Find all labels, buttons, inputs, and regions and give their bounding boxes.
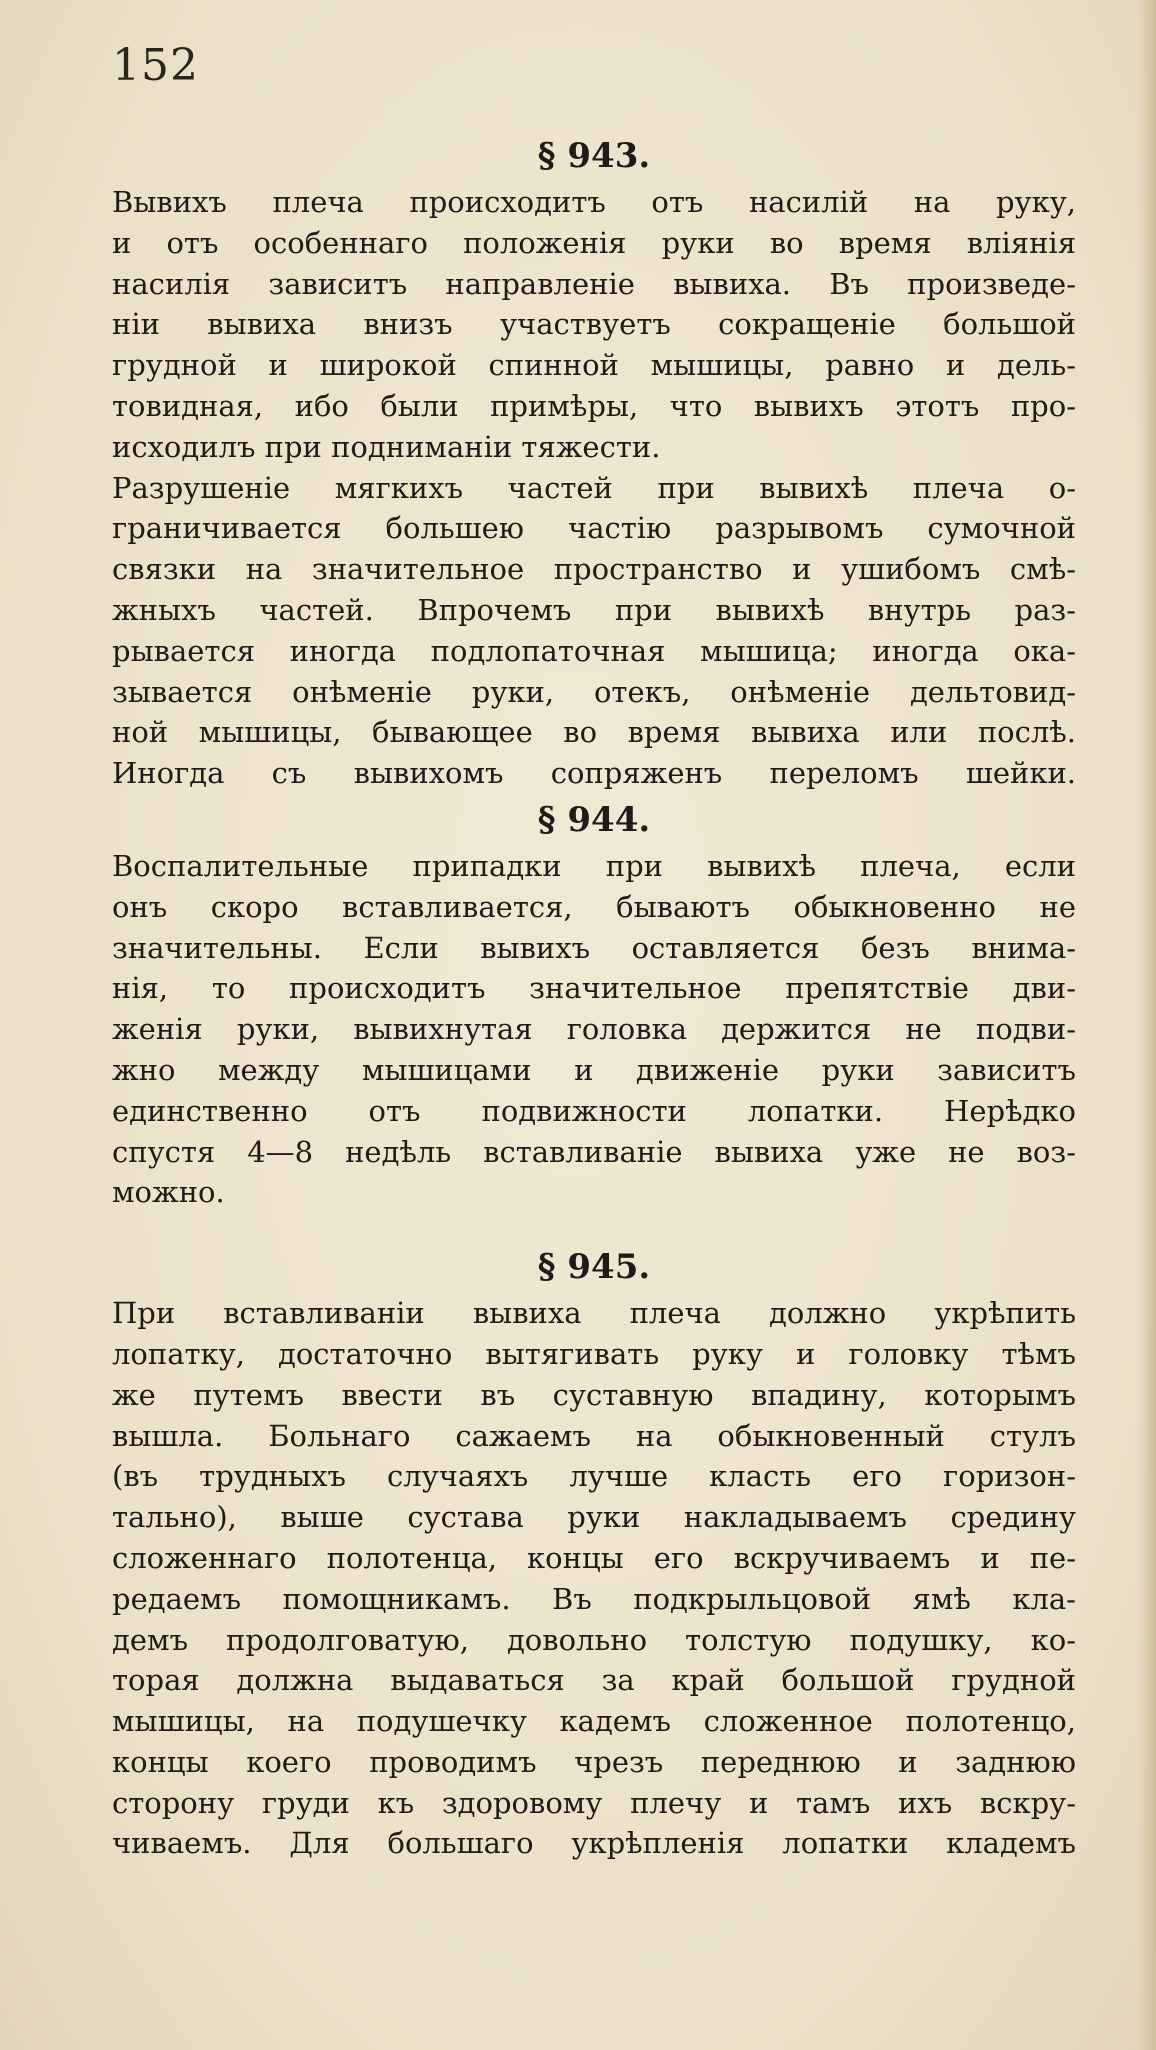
text-line: исходилъ при подниманіи тяжести.: [112, 429, 661, 464]
text-line: сложеннаго полотенца, концы его вскручиваемъ и пе-: [112, 1540, 1076, 1575]
section-heading: § 944.: [537, 799, 651, 840]
text-line: чиваемъ. Для большаго укрѣпленія лопатки кладемъ: [112, 1826, 1076, 1861]
text-line: онъ скоро вставливается, бываютъ обыкновенно не: [112, 889, 1076, 924]
text-line: связки на значительное пространство и ушибомъ смѣ-: [112, 552, 1076, 587]
text-line: грудной и широкой спинной мышицы, равно и дель-: [112, 348, 1076, 383]
page-edge-shadow: [1138, 0, 1156, 2050]
section-gap: [112, 1213, 1076, 1241]
text-line: жно между мышицами и движеніе руки зависитъ: [112, 1052, 1076, 1087]
text-line: ной мышицы, бывающее во время вывиха или послѣ.: [112, 715, 1076, 750]
text-line: демъ продолговатую, довольно толстую подушку, ко-: [112, 1622, 1076, 1657]
text-line: При вставливаніи вывиха плеча должно укрѣпить: [112, 1296, 1076, 1331]
text-line: концы коего проводимъ чрезъ переднюю и заднюю: [112, 1744, 1076, 1779]
text-line: можно.: [112, 1175, 225, 1210]
text-line: сторону груди къ здоровому плечу и тамъ ихъ вскру-: [112, 1785, 1076, 1820]
text-line: ніи вывиха внизъ участвуетъ сокращеніе большой: [112, 307, 1076, 342]
text-line: единственно отъ подвижности лопатки. Нерѣдко: [112, 1093, 1076, 1128]
text-line: же путемъ ввести въ суставную впадину, которымъ: [112, 1377, 1076, 1412]
text-line: Разрушеніе мягкихъ частей при вывихѣ плеча о-: [112, 470, 1076, 505]
text-line: рывается иногда подлопаточная мышица; иногда ока-: [112, 633, 1076, 668]
text-line: Вывихъ плеча происходитъ отъ насилій на руку,: [112, 185, 1076, 219]
section-heading: § 943.: [537, 136, 651, 176]
text-line: лопатку, достаточно вытягивать руку и головку тѣмъ: [112, 1336, 1076, 1371]
page-number: 152: [112, 40, 199, 91]
paragraph: [112, 1293, 1076, 1864]
paragraph: [112, 182, 1076, 468]
text-line: редаемъ помощникамъ. Въ подкрыльцовой ямѣ кла-: [112, 1581, 1076, 1616]
text-line: граничивается большею частію разрывомъ сумочной: [112, 511, 1076, 546]
text-line: Воспалительные припадки при вывихѣ плеча, если: [112, 848, 1076, 883]
text-line: зывается онѣменіе руки, отекъ, онѣменіе дельтовид-: [112, 674, 1076, 709]
paragraph: [112, 846, 1076, 1213]
text-line: (въ трудныхъ случаяхъ лучше класть его горизон-: [112, 1459, 1076, 1494]
text-line: торая должна выдаваться за край большой грудной: [112, 1663, 1076, 1698]
text-line: нія, то происходитъ значительное препятствіе дви-: [112, 971, 1076, 1006]
text-line: значительны. Если вывихъ оставляется безъ внима-: [112, 930, 1076, 965]
text-line: Иногда съ вывихомъ сопряженъ переломъ шейки.: [112, 756, 1076, 791]
text-line: насилія зависитъ направленіе вывиха. Въ произведе-: [112, 266, 1076, 301]
text-line: жныхъ частей. Впрочемъ при вывихѣ внутрь раз-: [112, 592, 1076, 627]
text-line: тально), выше сустава руки накладываемъ средину: [112, 1500, 1076, 1535]
text-line: мышицы, на подушечку кадемъ сложенное полотенцо,: [112, 1704, 1076, 1739]
text-line: товидная, ибо были примѣры, что вывихъ этотъ про-: [112, 388, 1076, 423]
text-line: и отъ особеннаго положенія руки во время вліянія: [112, 225, 1076, 260]
section-heading: § 945.: [537, 1247, 651, 1288]
text-line: спустя 4—8 недѣль вставливаніе вывиха уже не воз-: [112, 1134, 1076, 1169]
paragraph: [112, 468, 1076, 794]
text-line: вышла. Больнаго сажаемъ на обыкновенный стулъ: [112, 1418, 1076, 1453]
page-text: [112, 130, 1076, 1864]
text-line: женія руки, вывихнутая головка держится не подви-: [112, 1012, 1076, 1047]
